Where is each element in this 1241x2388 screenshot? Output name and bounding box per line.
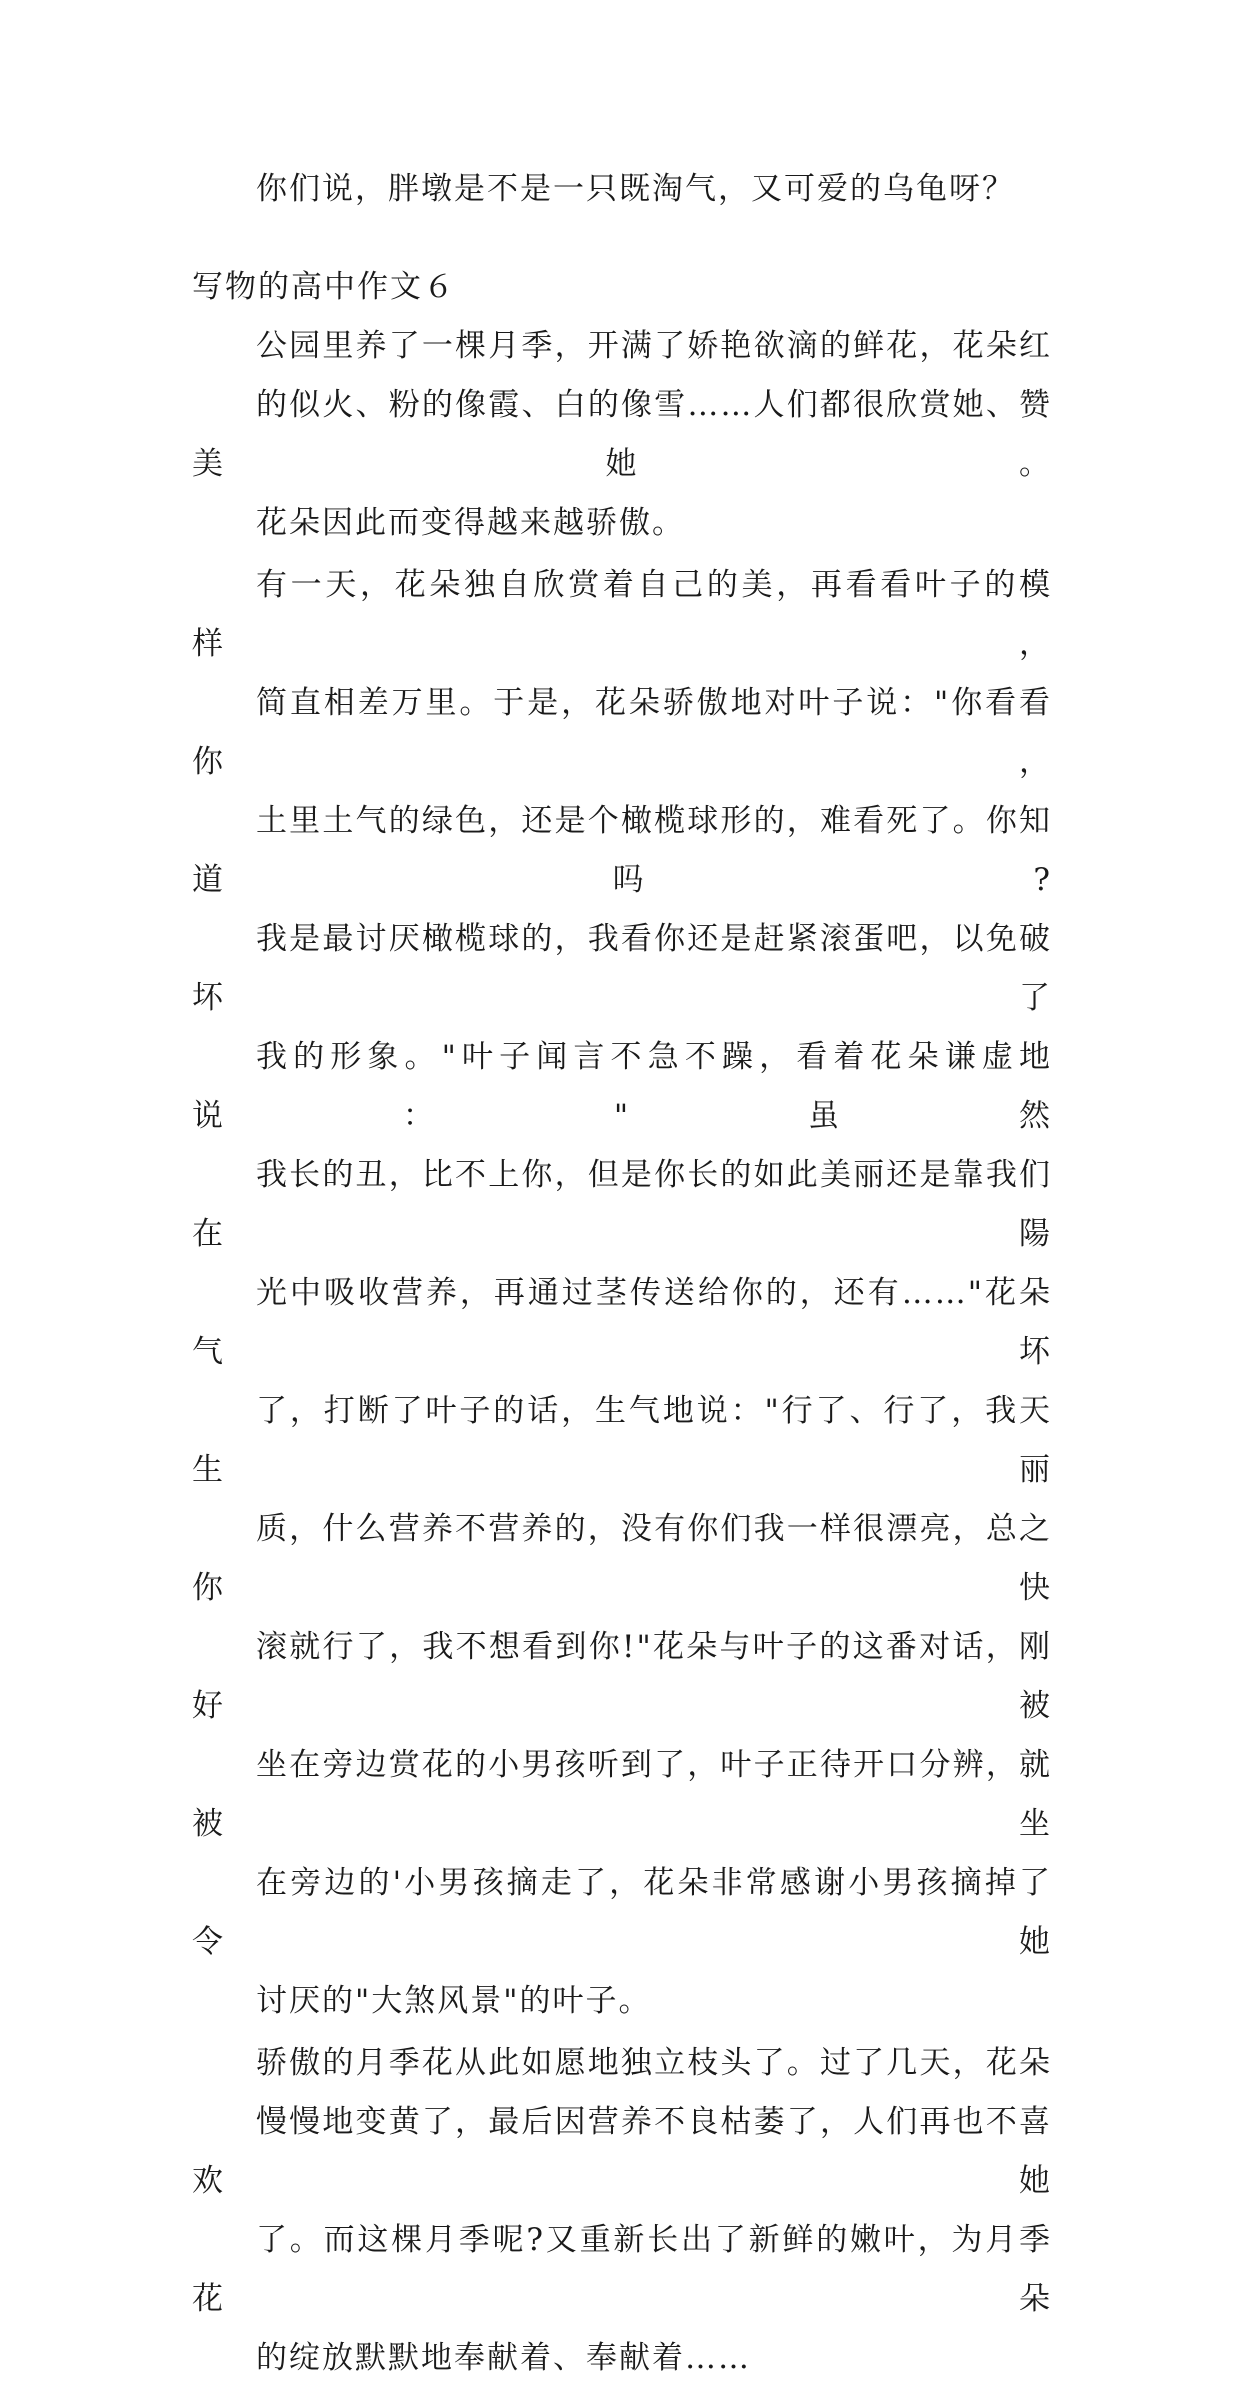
paragraph-line: 质，什么营养不营养的，没有你们我一样很漂亮，总之你快: [192, 1511, 1052, 1606]
paragraph-line: 土里土气的绿色，还是个橄榄球形的，难看死了。你知道吗?: [192, 803, 1052, 898]
paragraph-line: 有一天，花朵独自欣赏着自己的美，再看看叶子的模样，: [192, 567, 1052, 662]
paragraph-line: 讨厌的"大煞风景"的叶子。: [256, 1983, 652, 2019]
paragraph-line: 我是最讨厌橄榄球的，我看你还是赶紧滚蛋吧，以免破坏了: [192, 921, 1052, 1016]
paragraph-line: 简直相差万里。于是，花朵骄傲地对叶子说："你看看你，: [192, 685, 1052, 780]
paragraph-line: 滚就行了，我不想看到你!"花朵与叶子的这番对话，刚好被: [192, 1629, 1052, 1724]
paragraph-line: 我长的丑，比不上你，但是你长的如此美丽还是靠我们在陽: [192, 1157, 1052, 1252]
paragraph-line: 光中吸收营养，再通过茎传送给你的，还有……"花朵气坏: [192, 1275, 1052, 1370]
paragraph-line: 慢慢地变黄了，最后因营养不良枯萎了，人们再也不喜欢她: [192, 2104, 1052, 2199]
paragraph-line: 坐在旁边赏花的小男孩听到了，叶子正待开口分辨，就被坐: [192, 1747, 1052, 1842]
paragraph-line: 骄傲的月季花从此如愿地独立枝头了。过了几天，花朵: [256, 2045, 1052, 2081]
document-content: [192, 160, 1052, 2388]
paragraph-line: 公园里养了一棵月季，开满了娇艳欲滴的鲜花，花朵红: [256, 328, 1052, 364]
intro-sentence: 你们说，胖墩是不是一只既淘气，又可爱的乌龟呀？: [256, 171, 1015, 207]
paragraph-line: 我的形象。"叶子闻言不急不躁，看着花朵谦虚地说："虽然: [192, 1039, 1052, 1134]
paragraph-line: 花朵因此而变得越来越骄傲。: [256, 505, 685, 541]
essay-body: [192, 317, 1052, 2388]
paragraph-line: 在旁边的'小男孩摘走了，花朵非常感谢小男孩摘掉了令她: [192, 1865, 1052, 1960]
paragraph-line: 的绽放默默地奉献着、奉献着……: [256, 2340, 751, 2376]
paragraph-3: [192, 2034, 1052, 2388]
paragraph-line: 的似火、粉的像霞、白的像雪……人们都很欣赏她、赞美她。: [192, 387, 1052, 482]
paragraph-2: [192, 556, 1052, 2031]
paragraph-line: 了。而这棵月季呢?又重新长出了新鲜的嫩叶，为月季花朵: [192, 2222, 1052, 2317]
paragraph-line: 了，打断了叶子的话，生气地说："行了、行了，我天生丽: [192, 1393, 1052, 1488]
paragraph-1: [192, 317, 1052, 553]
section-title: 写物的高中作文６: [192, 269, 456, 305]
